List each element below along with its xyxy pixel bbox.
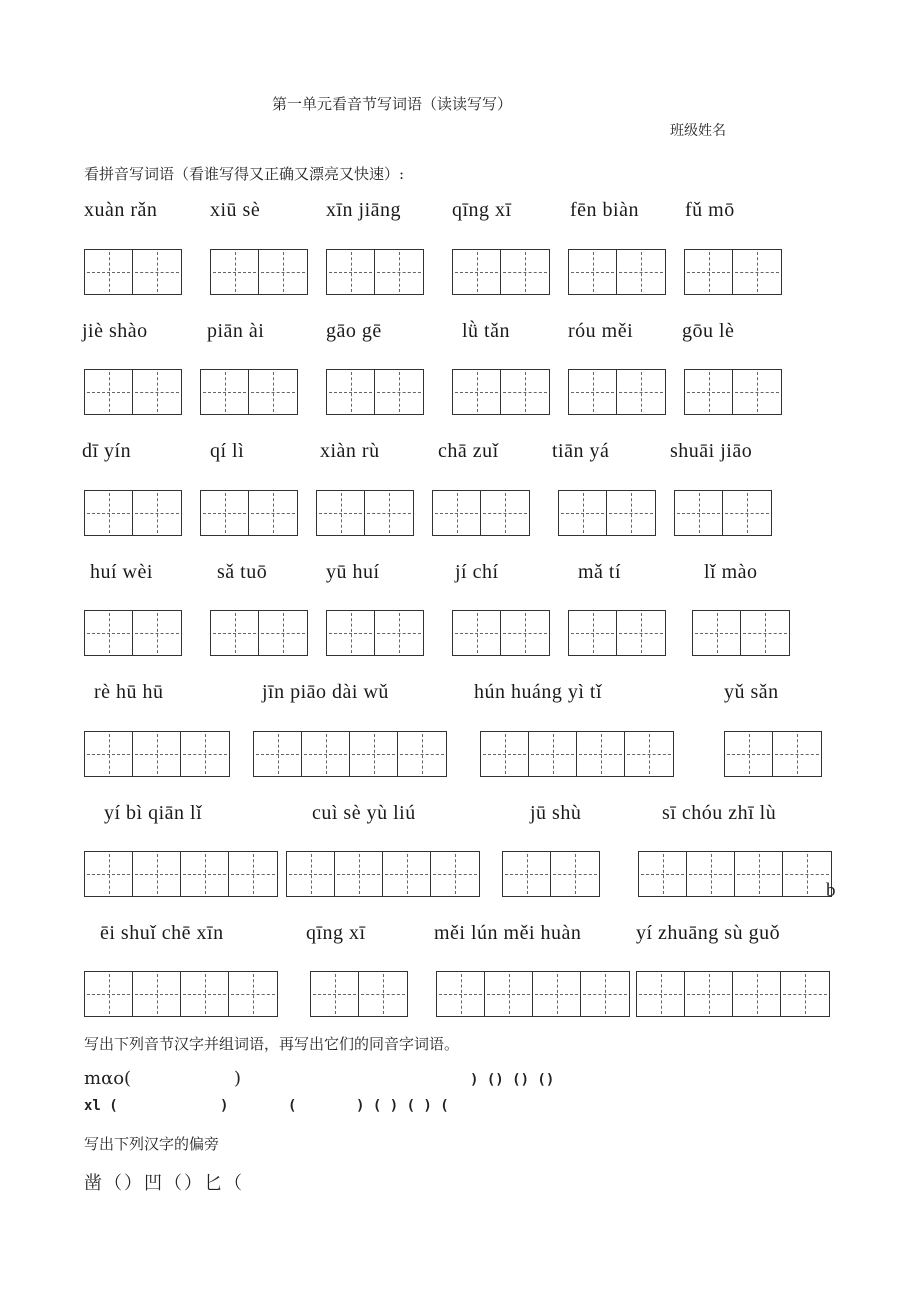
writing-cell[interactable] (229, 972, 277, 1016)
writing-cell[interactable] (781, 972, 829, 1016)
syllable-xi-open: ( (288, 1098, 297, 1114)
pinyin-label: róu měi (568, 320, 634, 342)
radical-line: 凿（）凹（）匕（ (84, 1173, 244, 1194)
writing-cell[interactable] (453, 611, 501, 655)
pinyin-label: jīn piāo dài wǔ (262, 681, 389, 703)
writing-cell[interactable] (201, 370, 249, 414)
syllable-mao-close: ) (234, 1068, 242, 1089)
writing-cell[interactable] (249, 370, 297, 414)
writing-cell[interactable] (375, 370, 423, 414)
writing-cell[interactable] (327, 250, 375, 294)
writing-cell[interactable] (365, 491, 413, 535)
writing-cell[interactable] (639, 852, 687, 896)
writing-cell[interactable] (211, 250, 259, 294)
tianzige-grid[interactable] (253, 731, 447, 777)
pinyin-label: fǔ mō (685, 199, 735, 221)
writing-cell[interactable] (254, 732, 302, 776)
writing-cell[interactable] (733, 972, 781, 1016)
writing-cell[interactable] (569, 611, 617, 655)
writing-cell[interactable] (133, 732, 181, 776)
pinyin-label: qí lì (210, 440, 245, 462)
tianzige-grid[interactable] (480, 731, 674, 777)
pinyin-label: tiān yá (552, 440, 610, 462)
tianzige-grid[interactable] (452, 610, 550, 656)
writing-cell[interactable] (675, 491, 723, 535)
writing-cell[interactable] (733, 250, 781, 294)
writing-cell[interactable] (375, 250, 423, 294)
tianzige-grid[interactable] (436, 971, 630, 1017)
writing-cell[interactable] (181, 972, 229, 1016)
writing-cell[interactable] (259, 611, 307, 655)
writing-cell[interactable] (431, 852, 479, 896)
writing-cell[interactable] (617, 370, 665, 414)
homophone-blanks-2: ) ( ) ( ) ( (356, 1098, 449, 1114)
writing-cell[interactable] (375, 611, 423, 655)
writing-cell[interactable] (133, 250, 181, 294)
pinyin-label: jí chí (455, 561, 499, 583)
tianzige-grid[interactable] (638, 851, 832, 897)
stray-letter: b (826, 880, 836, 901)
writing-cell[interactable] (501, 611, 549, 655)
pinyin-label: fēn biàn (570, 199, 639, 221)
pinyin-label: qīng xī (306, 922, 366, 944)
writing-cell[interactable] (249, 491, 297, 535)
writing-cell[interactable] (485, 972, 533, 1016)
pinyin-label: piān ài (207, 320, 265, 342)
tianzige-grid[interactable] (684, 369, 782, 415)
page-title: 第一单元看音节写词语（读读写写） (272, 95, 513, 113)
pinyin-label: lǐ mào (704, 561, 758, 583)
writing-cell[interactable] (302, 732, 350, 776)
tianzige-grid[interactable] (286, 851, 480, 897)
pinyin-label: ēi shuǐ chē xīn (100, 922, 224, 944)
writing-cell[interactable] (85, 611, 133, 655)
pinyin-label: dī yín (82, 440, 132, 462)
writing-cell[interactable] (181, 852, 229, 896)
writing-cell[interactable] (85, 852, 133, 896)
tianzige-grid[interactable] (568, 610, 666, 656)
tianzige-grid[interactable] (84, 249, 182, 295)
writing-cell[interactable] (723, 491, 771, 535)
pinyin-label: xiū sè (210, 199, 261, 221)
writing-cell[interactable] (533, 972, 581, 1016)
tianzige-grid[interactable] (568, 369, 666, 415)
writing-cell[interactable] (569, 370, 617, 414)
pinyin-label: mǎ tí (578, 561, 622, 583)
tianzige-grid[interactable] (326, 610, 424, 656)
pinyin-label: gāo gē (326, 320, 382, 342)
writing-cell[interactable] (685, 972, 733, 1016)
tianzige-grid[interactable] (310, 971, 408, 1017)
writing-cell[interactable] (617, 250, 665, 294)
writing-cell[interactable] (335, 852, 383, 896)
pinyin-label: sī chóu zhī lù (662, 802, 777, 824)
writing-cell[interactable] (773, 732, 821, 776)
pinyin-label: huí wèi (90, 561, 153, 583)
tianzige-grid[interactable] (200, 490, 298, 536)
writing-cell[interactable] (529, 732, 577, 776)
syllable-mao: mαo( (84, 1068, 132, 1089)
tianzige-grid[interactable] (84, 851, 278, 897)
writing-cell[interactable] (229, 852, 277, 896)
writing-cell[interactable] (481, 491, 529, 535)
writing-cell[interactable] (133, 611, 181, 655)
tianzige-grid[interactable] (452, 249, 550, 295)
tianzige-grid[interactable] (200, 369, 298, 415)
pinyin-label: yí zhuāng sù guǒ (636, 922, 781, 944)
writing-cell[interactable] (398, 732, 446, 776)
pinyin-label: jiè shào (82, 320, 148, 342)
writing-cell[interactable] (637, 972, 685, 1016)
tianzige-grid[interactable] (326, 369, 424, 415)
pinyin-label: yū huí (326, 561, 380, 583)
writing-cell[interactable] (133, 972, 181, 1016)
writing-cell[interactable] (327, 611, 375, 655)
instruction-text: 看拼音写词语（看谁写得又正确又漂亮又快速）: (84, 165, 405, 183)
writing-cell[interactable] (559, 491, 607, 535)
section3-heading: 写出下列汉字的偏旁 (84, 1135, 220, 1153)
tianzige-grid[interactable] (210, 249, 308, 295)
writing-cell[interactable] (581, 972, 629, 1016)
tianzige-grid[interactable] (84, 369, 182, 415)
writing-cell[interactable] (85, 250, 133, 294)
class-name-label: 班级姓名 (670, 123, 726, 139)
syllable-xi: xl ( (84, 1098, 118, 1114)
tianzige-grid[interactable] (210, 610, 308, 656)
writing-cell[interactable] (453, 370, 501, 414)
writing-cell[interactable] (201, 491, 249, 535)
section2-heading: 写出下列音节汉字并组词语，再写出它们的同音字词语。 (84, 1035, 460, 1053)
writing-cell[interactable] (625, 732, 673, 776)
writing-cell[interactable] (733, 370, 781, 414)
writing-cell[interactable] (85, 491, 133, 535)
pinyin-label: chā zuǐ (438, 440, 499, 462)
writing-cell[interactable] (551, 852, 599, 896)
writing-cell[interactable] (259, 250, 307, 294)
tianzige-grid[interactable] (84, 490, 182, 536)
writing-cell[interactable] (133, 852, 181, 896)
tianzige-grid[interactable] (568, 249, 666, 295)
writing-cell[interactable] (350, 732, 398, 776)
pinyin-label: měi lún měi huàn (434, 922, 582, 944)
tianzige-grid[interactable] (674, 490, 772, 536)
writing-cell[interactable] (85, 370, 133, 414)
writing-cell[interactable] (693, 611, 741, 655)
writing-cell[interactable] (569, 250, 617, 294)
pinyin-label: xuàn rǎn (84, 199, 158, 221)
writing-cell[interactable] (359, 972, 407, 1016)
tianzige-grid[interactable] (684, 249, 782, 295)
pinyin-label: qīng xī (452, 199, 512, 221)
writing-cell[interactable] (617, 611, 665, 655)
writing-cell[interactable] (687, 852, 735, 896)
writing-cell[interactable] (503, 852, 551, 896)
writing-cell[interactable] (437, 972, 485, 1016)
writing-cell[interactable] (85, 972, 133, 1016)
tianzige-grid[interactable] (452, 369, 550, 415)
pinyin-label: shuāi jiāo (670, 440, 753, 462)
tianzige-grid[interactable] (84, 731, 230, 777)
writing-cell[interactable] (725, 732, 773, 776)
tianzige-grid[interactable] (692, 610, 790, 656)
writing-cell[interactable] (685, 370, 733, 414)
writing-cell[interactable] (287, 852, 335, 896)
writing-cell[interactable] (741, 611, 789, 655)
pinyin-label: hún huáng yì tǐ (474, 681, 603, 703)
pinyin-label: xiàn rù (320, 440, 380, 462)
pinyin-label: cuì sè yù liú (312, 802, 416, 824)
writing-cell[interactable] (453, 250, 501, 294)
writing-cell[interactable] (577, 732, 625, 776)
writing-cell[interactable] (501, 370, 549, 414)
pinyin-label: rè hū hū (94, 681, 164, 703)
syllable-xi-close: ) (220, 1098, 229, 1114)
writing-cell[interactable] (133, 491, 181, 535)
tianzige-grid[interactable] (636, 971, 830, 1017)
writing-cell[interactable] (383, 852, 431, 896)
tianzige-grid[interactable] (326, 249, 424, 295)
writing-cell[interactable] (211, 611, 259, 655)
tianzige-grid[interactable] (84, 971, 278, 1017)
pinyin-label: gōu lè (682, 320, 735, 342)
writing-cell[interactable] (433, 491, 481, 535)
pinyin-label: sǎ tuō (217, 561, 268, 583)
writing-cell[interactable] (311, 972, 359, 1016)
tianzige-grid[interactable] (724, 731, 822, 777)
writing-cell[interactable] (607, 491, 655, 535)
writing-cell[interactable] (685, 250, 733, 294)
tianzige-grid[interactable] (316, 490, 414, 536)
writing-cell[interactable] (481, 732, 529, 776)
writing-cell[interactable] (735, 852, 783, 896)
tianzige-grid[interactable] (432, 490, 530, 536)
pinyin-label: jū shù (530, 802, 582, 824)
tianzige-grid[interactable] (84, 610, 182, 656)
writing-cell[interactable] (133, 370, 181, 414)
pinyin-label: yǔ sǎn (724, 681, 779, 703)
pinyin-label: lǜ tǎn (462, 320, 510, 342)
tianzige-grid[interactable] (558, 490, 656, 536)
pinyin-label: yí bì qiān lǐ (104, 802, 203, 824)
homophone-blanks-1: ) () () () (470, 1072, 555, 1088)
writing-cell[interactable] (181, 732, 229, 776)
writing-cell[interactable] (327, 370, 375, 414)
tianzige-grid[interactable] (502, 851, 600, 897)
writing-cell[interactable] (317, 491, 365, 535)
pinyin-label: xīn jiāng (326, 199, 402, 221)
writing-cell[interactable] (85, 732, 133, 776)
writing-cell[interactable] (501, 250, 549, 294)
writing-cell[interactable] (783, 852, 831, 896)
